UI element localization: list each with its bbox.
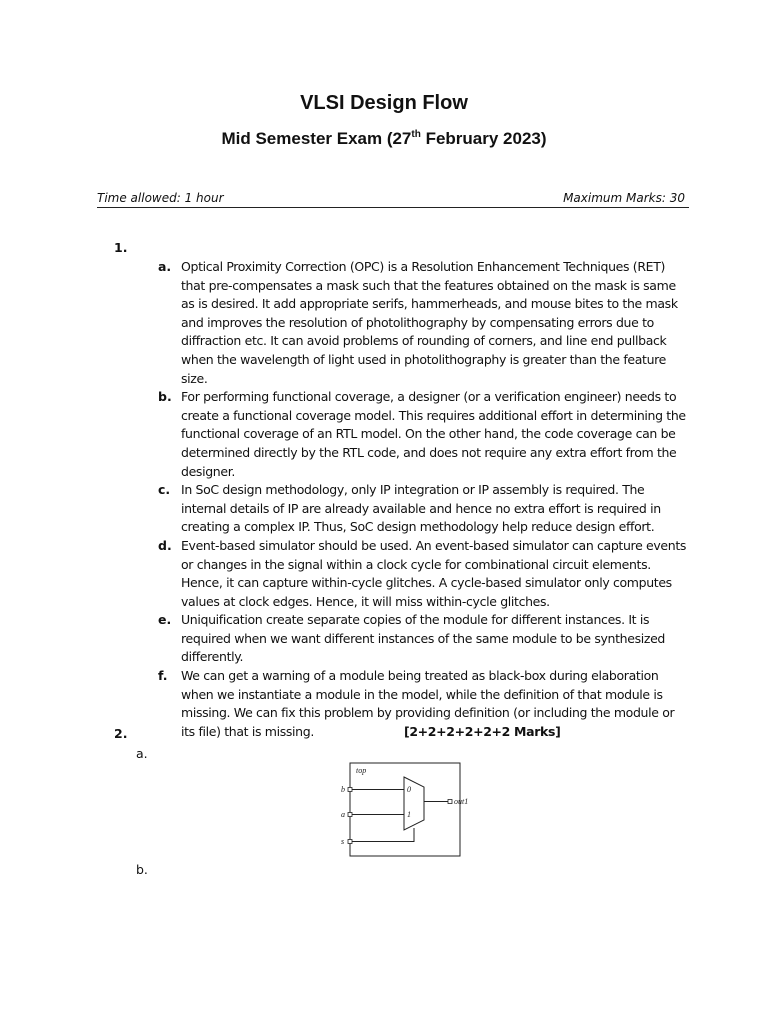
answer-letter: b. — [158, 389, 172, 405]
output-port — [448, 800, 452, 804]
input-label-a: a — [341, 810, 345, 819]
question-2-number: 2. — [114, 726, 128, 741]
answer-text: Event-based simulator should be used. An event-based simulator can capture events or changes in the signal within a clock cycle for combinational circuit elements. Hence, it can capture within-cycle glitches. A cycle-based simulator only computes values at clock edges. Hence, it will miss within-cycle glitches. — [181, 537, 687, 609]
answer-letter: c. — [158, 482, 171, 498]
question-1-number: 1. — [114, 240, 128, 255]
answer-item — [158, 388, 688, 481]
answer-item — [158, 258, 688, 388]
maximum-marks: Maximum Marks: 30 — [563, 191, 685, 205]
answer-item — [158, 481, 688, 537]
mux-input-1-label: 1 — [407, 810, 411, 819]
exam-subtitle — [0, 129, 768, 149]
answer-text: In SoC design methodology, only IP integration or IP assembly is required. The internal details of IP are already available and hence no extra effort is required in creating a complex IP. Thus, SoC design methodology help reduce design effort. — [181, 482, 661, 535]
input-label-b: b — [341, 785, 345, 794]
answer-letter: f. — [158, 668, 168, 684]
marks-allocation: [2+2+2+2+2+2 Marks] — [403, 723, 561, 739]
exam-meta-row — [97, 191, 689, 208]
answer-letter: e. — [158, 612, 172, 628]
module-label: top — [356, 766, 367, 775]
answer-text: For performing functional coverage, a designer (or a verification engineer) needs to create a functional coverage model. This requires additional effort in determining the functional coverage of an RTL model. On the other hand, the code coverage can be determined directly by the RTL code, and does not require any extra effort from the designer. — [181, 389, 686, 479]
time-allowed: Time allowed: 1 hour — [97, 191, 224, 205]
answer-item — [158, 667, 688, 741]
output-label: out1 — [454, 797, 469, 806]
answer-text: Uniquification create separate copies of the module for different instances. It is required when we want different instances of the same module to be synthesized differently. — [181, 612, 666, 665]
input-port-s — [348, 840, 352, 844]
sub-question-a-label: a. — [136, 746, 148, 761]
sub-question-b-label: b. — [136, 862, 148, 877]
subtitle-date: February 2023) — [420, 129, 547, 148]
subtitle-superscript: th — [411, 129, 421, 140]
page-title: VLSI Design Flow — [300, 92, 468, 114]
question-1-answers — [158, 258, 688, 741]
answer-text — [181, 667, 688, 741]
answer-letter: a. — [158, 259, 172, 274]
subtitle-text: Mid Semester Exam (27 — [221, 129, 412, 148]
input-port-b — [348, 788, 352, 792]
answer-item — [158, 611, 688, 667]
mux-input-0-label: 0 — [407, 785, 411, 794]
answer-text-body: We can get a warning of a module being treated as black-box during elaboration when we instantiate a module in the model, while the definition of that module is missing. We can fix this problem by providing definition (or including the module or its file) that is missing. — [181, 668, 675, 739]
answer-item — [158, 537, 688, 611]
mux-circuit-diagram — [338, 760, 478, 860]
answer-text: Optical Proximity Correction (OPC) is a Resolution Enhancement Techniques (RET) that pre-compensates a mask such that the features obtained on the mask is same as is desired. It add appropriate serifs, hammerheads, and mouse bites to the mask and improves the resolution of photolithography by compensating errors due to diffraction etc. It can avoid problems of rounding of corners, and line end pullback when the wavelength of light used in photolithography is greater than the feature size. — [181, 259, 678, 386]
answer-letter: d. — [158, 537, 172, 553]
input-label-s: s — [341, 837, 345, 846]
input-port-a — [348, 813, 352, 817]
